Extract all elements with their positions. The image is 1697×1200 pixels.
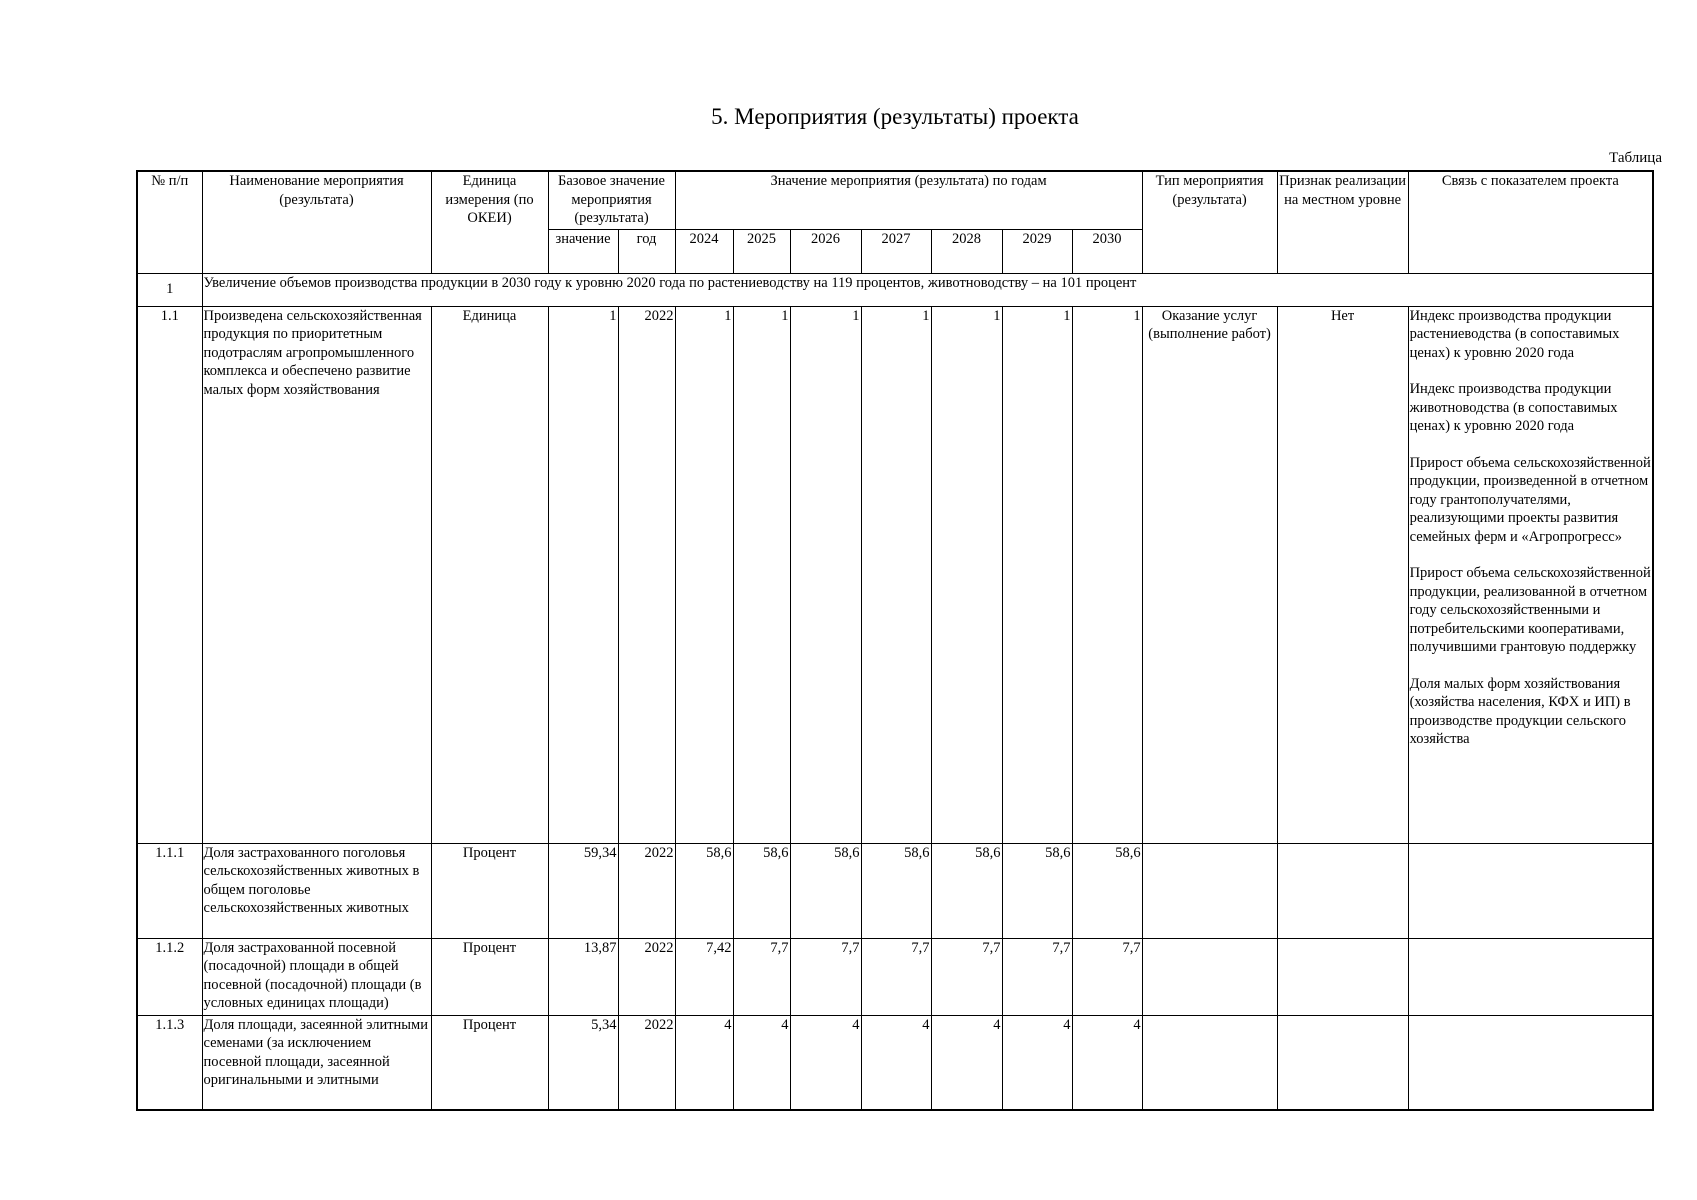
row-links [1408,306,1653,843]
row-type [1142,1015,1277,1110]
row-year-value: 58,6 [733,843,790,938]
row-base-year: 2022 [618,843,675,938]
measures-table [136,170,1654,1111]
table-row [137,843,1653,938]
header-name: Наименование мероприятия (результата) [202,171,431,273]
row-num: 1.1.3 [137,1015,202,1110]
header-base: Базовое значение мероприятия (результата) [548,171,675,229]
row-year-value: 58,6 [790,843,861,938]
row-base-year: 2022 [618,306,675,843]
row-year-value: 58,6 [861,843,931,938]
header-link: Связь с показателем проекта [1408,171,1653,273]
row-year-value: 58,6 [1072,843,1142,938]
row-unit: Единица [431,306,548,843]
header-year: 2024 [675,229,733,273]
header-year: 2029 [1002,229,1072,273]
row-year-value: 1 [1002,306,1072,843]
linked-indicator: Индекс производства продукции животноводства (в сопоставимых ценах) к уровню 2020 года [1409,381,1618,434]
row-type [1142,843,1277,938]
row-name: Доля застрахованного поголовья сельскохозяйственных животных в общем поголовье сельскохозяйственных животных [202,843,431,938]
row-year-value: 4 [861,1015,931,1110]
row-year-value: 7,7 [1072,938,1142,1015]
row-year-value: 4 [1072,1015,1142,1110]
row-year-value: 4 [1002,1015,1072,1110]
table-header-row-1 [137,171,1653,229]
header-base-value: значение [548,229,618,273]
header-year: 2026 [790,229,861,273]
row-year-value: 7,7 [931,938,1002,1015]
row-name: Произведена сельскохозяйственная продукция по приоритетным подотраслям агропромышленного комплекса и обеспечено развитие малых форм хозяйствования [202,306,431,843]
row-type [1142,938,1277,1015]
row-type: Оказание услуг (выполнение работ) [1142,306,1277,843]
row-local: Нет [1277,306,1408,843]
row-local [1277,843,1408,938]
header-local: Признак реализации на местном уровне [1277,171,1408,273]
row-year-value: 7,42 [675,938,733,1015]
row-base-year: 2022 [618,1015,675,1110]
header-type: Тип мероприятия (результата) [1142,171,1277,273]
linked-indicator: Доля малых форм хозяйствования (хозяйства населения, КФХ и ИП) в производстве продукции сельского хозяйства [1409,675,1631,747]
row-base-value: 13,87 [548,938,618,1015]
row-year-value: 58,6 [931,843,1002,938]
row-unit: Процент [431,1015,548,1110]
row-year-value: 1 [1072,306,1142,843]
section-text: Увеличение объемов производства продукции в 2030 году к уровню 2020 года по растениеводству на 119 процентов, животноводству – на 101 процент [202,273,1653,306]
row-year-value: 7,7 [861,938,931,1015]
row-num: 1.1.1 [137,843,202,938]
table-row [137,306,1653,843]
table-caption: Таблица [1609,150,1662,166]
row-year-value: 4 [931,1015,1002,1110]
header-year: 2027 [861,229,931,273]
row-year-value: 1 [733,306,790,843]
linked-indicator: Прирост объема сельскохозяйственной продукции, реализованной в отчетном году сельскохозяйственными и потребительскими кооперативами, получившими грантовую поддержку [1409,565,1651,655]
row-base-value: 1 [548,306,618,843]
row-year-value: 1 [790,306,861,843]
header-year: 2030 [1072,229,1142,273]
header-base-year: год [618,229,675,273]
row-local [1277,1015,1408,1110]
row-links [1408,938,1653,1015]
row-base-value: 59,34 [548,843,618,938]
row-year-value: 1 [861,306,931,843]
header-unit: Единица измерения (по ОКЕИ) [431,171,548,273]
row-year-value: 7,7 [1002,938,1072,1015]
row-base-year: 2022 [618,938,675,1015]
row-year-value: 7,7 [790,938,861,1015]
row-year-value: 1 [931,306,1002,843]
row-links [1408,843,1653,938]
row-year-value: 4 [733,1015,790,1110]
header-num: № п/п [137,171,202,273]
header-year: 2028 [931,229,1002,273]
row-local [1277,938,1408,1015]
row-unit: Процент [431,843,548,938]
table-row [137,938,1653,1015]
row-year-value: 58,6 [675,843,733,938]
row-unit: Процент [431,938,548,1015]
row-name: Доля застрахованной посевной (посадочной) площади в общей посевной (посадочной) площади (в условных единицах площади) [202,938,431,1015]
row-links [1408,1015,1653,1110]
row-base-value: 5,34 [548,1015,618,1110]
section-num: 1 [137,273,202,306]
row-name: Доля площади, засеянной элитными семенами (за исключением посевной площади, засеянной оригинальными и элитными [202,1015,431,1110]
row-year-value: 1 [675,306,733,843]
linked-indicator: Индекс производства продукции растениеводства (в сопоставимых ценах) к уровню 2020 года [1409,307,1620,361]
row-num: 1.1 [137,306,202,843]
row-num: 1.1.2 [137,938,202,1015]
header-year: 2025 [733,229,790,273]
row-year-value: 7,7 [733,938,790,1015]
row-year-value: 4 [790,1015,861,1110]
header-by-years: Значение мероприятия (результата) по годам [675,171,1142,229]
linked-indicator: Прирост объема сельскохозяйственной продукции, произведенной в отчетном году грантополучателями, реализующими проекты развития семейных ферм и «Агропрогресс» [1409,454,1651,545]
page-title: 5. Мероприятия (результаты) проекта [711,104,1079,129]
table-row [137,1015,1653,1110]
row-year-value: 58,6 [1002,843,1072,938]
section-row [137,273,1653,306]
row-year-value: 4 [675,1015,733,1110]
